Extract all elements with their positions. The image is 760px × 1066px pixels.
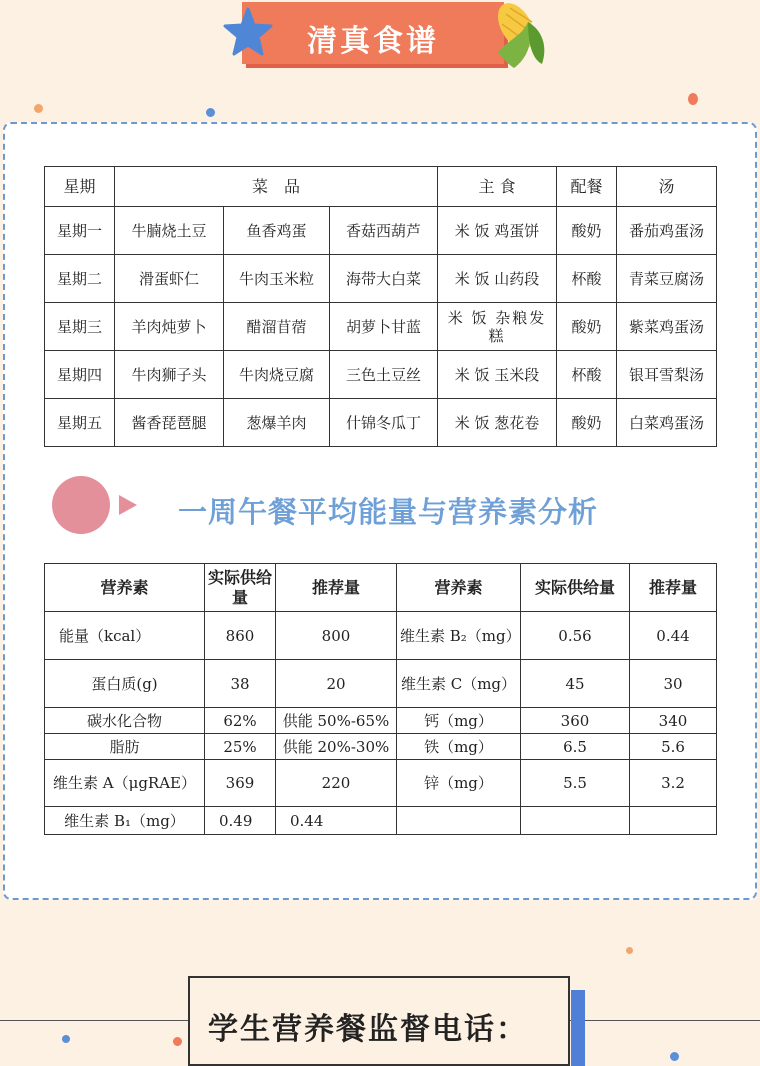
table-cell: 20 — [276, 660, 397, 708]
table-cell: 鱼香鸡蛋 — [224, 207, 330, 255]
table-cell: 360 — [521, 708, 630, 734]
table-row — [45, 807, 717, 835]
play-triangle-icon — [117, 493, 139, 517]
table-cell — [521, 807, 630, 835]
table-cell: 锌（mg） — [397, 760, 521, 807]
header-cell: 实际供给量 — [205, 564, 276, 612]
table-cell: 维生素 A（μgRAE） — [45, 760, 205, 807]
table-cell: 220 — [276, 760, 397, 807]
table-cell: 葱爆羊肉 — [224, 399, 330, 447]
table-cell: 星期三 — [45, 303, 115, 351]
header-cell: 营养素 — [45, 564, 205, 612]
table-cell: 滑蛋虾仁 — [115, 255, 224, 303]
table-cell: 供能 20%-30% — [276, 734, 397, 760]
table-cell: 酸奶 — [557, 207, 617, 255]
table-cell: 米 饭 葱花卷 — [438, 399, 557, 447]
table-cell: 蛋白质(g) — [45, 660, 205, 708]
table-cell: 5.5 — [521, 760, 630, 807]
table-cell: 6.5 — [521, 734, 630, 760]
table-row — [45, 207, 717, 255]
table-row — [45, 734, 717, 760]
table-cell: 800 — [276, 612, 397, 660]
header-cell: 营养素 — [397, 564, 521, 612]
table-cell: 白菜鸡蛋汤 — [617, 399, 717, 447]
table-cell: 星期二 — [45, 255, 115, 303]
table-cell: 碳水化合物 — [45, 708, 205, 734]
table-cell: 星期一 — [45, 207, 115, 255]
table-cell: 维生素 B₂（mg） — [397, 612, 521, 660]
section-title: 一周午餐平均能量与营养素分析 — [178, 495, 599, 529]
decor-dot — [62, 1035, 70, 1043]
table-cell: 0.44 — [630, 612, 717, 660]
header-cell: 星期 — [45, 167, 115, 207]
table-header-row — [45, 564, 717, 612]
table-cell: 牛肉玉米粒 — [224, 255, 330, 303]
table-cell: 3.2 — [630, 760, 717, 807]
table-cell: 45 — [521, 660, 630, 708]
table-cell: 340 — [630, 708, 717, 734]
table-row — [45, 760, 717, 807]
table-cell: 米 饭 杂粮发糕 — [438, 303, 557, 351]
table-cell: 米 饭 玉米段 — [438, 351, 557, 399]
table-cell: 维生素 C（mg） — [397, 660, 521, 708]
decor-dot — [206, 108, 215, 117]
table-cell: 米 饭 鸡蛋饼 — [438, 207, 557, 255]
weekly-menu-table — [44, 166, 717, 447]
table-cell — [397, 807, 521, 835]
table-cell: 369 — [205, 760, 276, 807]
table-cell: 羊肉炖萝卜 — [115, 303, 224, 351]
accent-bar — [571, 990, 585, 1066]
table-row — [45, 612, 717, 660]
table-cell: 青菜豆腐汤 — [617, 255, 717, 303]
table-cell: 0.56 — [521, 612, 630, 660]
table-cell: 38 — [205, 660, 276, 708]
table-row — [45, 255, 717, 303]
table-cell: 杯酸 — [557, 255, 617, 303]
table-cell: 香菇西葫芦 — [330, 207, 438, 255]
table-cell: 银耳雪梨汤 — [617, 351, 717, 399]
table-cell: 酱香琵琶腿 — [115, 399, 224, 447]
table-row — [45, 660, 717, 708]
header-cell: 菜 品 — [115, 167, 438, 207]
nutrition-table — [44, 563, 717, 835]
header-cell: 主 食 — [438, 167, 557, 207]
table-cell: 能量（kcal） — [45, 612, 205, 660]
table-cell: 供能 50%-65% — [276, 708, 397, 734]
header-banner — [242, 2, 504, 64]
table-cell: 海带大白菜 — [330, 255, 438, 303]
table-cell: 25% — [205, 734, 276, 760]
table-cell: 米 饭 山药段 — [438, 255, 557, 303]
decor-dot — [626, 947, 633, 954]
table-cell: 胡萝卜甘蓝 — [330, 303, 438, 351]
star-icon — [222, 6, 274, 58]
table-cell: 860 — [205, 612, 276, 660]
table-cell: 番茄鸡蛋汤 — [617, 207, 717, 255]
header-cell: 推荐量 — [276, 564, 397, 612]
table-header-row — [45, 167, 717, 207]
table-row — [45, 351, 717, 399]
table-row — [45, 399, 717, 447]
table-cell: 维生素 B₁（mg） — [45, 807, 205, 835]
table-cell: 酸奶 — [557, 399, 617, 447]
section-decor-circle — [52, 476, 110, 534]
decor-dot — [670, 1052, 679, 1061]
table-cell: 醋溜苜蓿 — [224, 303, 330, 351]
corn-icon — [488, 0, 552, 72]
table-cell: 牛肉狮子头 — [115, 351, 224, 399]
table-cell: 牛腩烧土豆 — [115, 207, 224, 255]
header-cell: 汤 — [617, 167, 717, 207]
decor-dot — [34, 104, 43, 113]
table-cell: 三色土豆丝 — [330, 351, 438, 399]
table-cell: 紫菜鸡蛋汤 — [617, 303, 717, 351]
table-cell: 0.44 — [276, 807, 397, 835]
page-title: 清真食谱 — [307, 24, 439, 59]
table-cell: 62% — [205, 708, 276, 734]
header-cell: 实际供给量 — [521, 564, 630, 612]
table-cell: 钙（mg） — [397, 708, 521, 734]
table-cell: 星期五 — [45, 399, 115, 447]
table-cell: 牛肉烧豆腐 — [224, 351, 330, 399]
table-cell: 星期四 — [45, 351, 115, 399]
table-cell: 酸奶 — [557, 303, 617, 351]
phone-box — [188, 976, 570, 1066]
table-cell: 什锦冬瓜丁 — [330, 399, 438, 447]
table-cell: 铁（mg） — [397, 734, 521, 760]
table-cell: 30 — [630, 660, 717, 708]
table-cell: 0.49 — [205, 807, 276, 835]
decor-dot — [173, 1037, 182, 1046]
phone-label: 学生营养餐监督电话： — [208, 1012, 528, 1047]
header-cell: 配餐 — [557, 167, 617, 207]
header-cell: 推荐量 — [630, 564, 717, 612]
table-cell — [630, 807, 717, 835]
table-row — [45, 708, 717, 734]
table-cell: 杯酸 — [557, 351, 617, 399]
table-cell: 脂肪 — [45, 734, 205, 760]
table-cell: 5.6 — [630, 734, 717, 760]
table-row — [45, 303, 717, 351]
decor-dot — [688, 93, 698, 105]
